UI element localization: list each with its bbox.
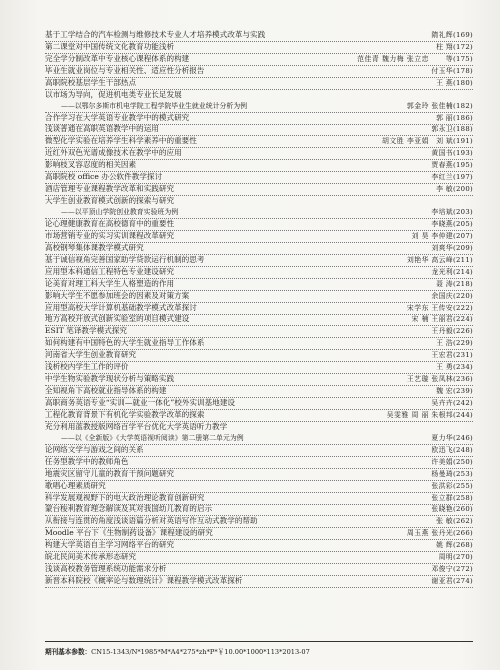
entry-title: 微型化学实验在培养学生科学素养中的重要性 [45,136,197,146]
entry-author-page: 余国庆(220) [431,291,473,300]
toc-entry [45,78,473,90]
entry-title: 新晋本科院校《概率论与数理统计》课程教学模式改革探析 [45,576,243,586]
entry-title: 毕业生就业岗位与专业相关性、适应性分析报告 [45,65,205,75]
entry-title: 浅析校内学生工作的评价 [45,362,129,372]
entry-coauthors: 周玉燕 [406,529,429,538]
entry-title: 酒店管理专业课程教学改革和实践研究 [45,184,175,194]
toc-entry [45,219,473,231]
entry-author-page: 隋礼辉(169) [431,30,473,39]
entry-title: 论美育对理工科大学生人格塑造的作用 [45,278,175,288]
entry-title: 浅谈普通在高职英语教学中的运用 [45,124,159,134]
entry-coauthors: 郭金玲 [406,101,429,110]
entry-coauthors: 范佳青 魏力梅 张立忠 [357,54,429,63]
toc-entry [45,125,473,137]
entry-author-page: 张丹光(266) [431,529,473,538]
entry-coauthors: 宋 楠 [411,315,429,324]
entry-author-page: 刘爽华(209) [431,243,473,252]
entry-author-page: 王传安(222) [431,303,473,312]
entry-title: 合作学习在大学英语专业教学中的模式研究 [45,112,190,122]
entry-title: 应用型本科通信工程特色专业建设研究 [45,266,175,276]
toc-entry [45,576,473,588]
entry-author-page: 张洪彩(255) [431,481,473,490]
entry-author-page: 夏力华(246) [431,433,473,442]
toc-entry [45,148,473,160]
entry-author-page: 张晓艳(260) [431,505,473,514]
entry-title: 基于工学结合的汽车检测与维修技术专业人才培养模式改革与实践 [45,29,266,39]
toc-entry [45,184,473,196]
entry-title: 歌唱心理素质研究 [45,480,106,490]
toc-entry [45,528,473,540]
entry-coauthors: 宋学东 [406,303,429,312]
entry-title: 基于诚信视角完善国家助学贷款运行机制的思考 [45,254,205,264]
entry-coauthors: 刘 昊 [411,231,429,240]
entry-title: 蒙台梭利教育理念解读及其对我国幼儿教育的启示 [45,504,213,514]
toc-entry [45,433,473,445]
entry-title: 地方高校开放式创新实验室的项目模式建设 [45,314,190,324]
toc-entry [45,90,473,101]
entry-author-page: 李培斌(203) [431,208,473,217]
entry-title: 影响枝叉容忍度的相关因素 [45,160,137,170]
entry-title: 第二课堂对中国传统文化教育功能浅析 [45,41,175,51]
entry-coauthors: 吴雯雅 周 丽 [386,410,429,419]
entry-author-page: 张 敏(262) [436,517,473,526]
entry-author-page: 张佳楠(182) [431,101,473,110]
entry-author-page: 柱 翔(172) [436,42,473,51]
entry-author-page: 李 敏(200) [436,185,473,194]
entry-title: 任务型教学中的教师角色 [45,456,129,466]
entry-title: 高校钢琴集体课教学模式研究 [45,242,144,252]
entry-title: ——以平顶山学院创业教育实验班为例 [61,208,179,217]
entry-title: 从衔接与连贯的角度浅谈语篇分析对英语写作互动式教学的帮助 [45,516,258,526]
entry-title: 以市场为导向，促进机电类专业长足发展 [45,89,182,99]
entry-author-page: 魏 宏(239) [436,387,473,396]
entry-title: 完全学分制改革中专业核心课程体系的构建 [45,53,190,63]
toc-entry [45,564,473,576]
entry-title: 影响大学生不愿参加班会的因素及对策方案 [45,290,190,300]
toc-entry [45,279,473,291]
entry-title: 科学发展观视野下的电大政治理论教育创新研究 [45,492,205,502]
entry-title: 如何构建有中国特色的大学生就业指导工作体系 [45,338,205,348]
toc-entry [45,207,473,219]
toc-entry [45,231,473,243]
entry-author-page: 王 勇(234) [436,363,473,372]
entry-title: 大学生创业教育模式创新的探索与研究 [45,196,175,206]
entry-author-page: 欧迅飞(248) [431,445,473,454]
toc-entry [45,386,473,398]
toc-entry [45,101,473,113]
toc-entry [45,362,473,374]
toc-entry [45,30,473,42]
entry-title: 浅谈高校教务管理系统功能需求分析 [45,564,167,574]
entry-author-page: 邓俊宁(272) [431,565,473,574]
toc-entry [45,481,473,493]
toc-entry [45,136,473,148]
entry-title: 充分利用蓝教授版网络百学平台优化大学英语听力教学 [45,421,228,431]
entry-author-page: 龙光利(214) [431,267,473,276]
entry-title: 河南省大学生创业教育研究 [45,350,137,360]
entry-title: 应用型高校大学计算机基础教学模式改革探讨 [45,302,197,312]
entry-coauthors: 刘艳华 [406,255,429,264]
entry-title: 中学生物实验教学现状分析与策略实践 [45,374,175,384]
parameters-value: CN15-1343/N*1985*M*A4*275*zh*P*￥10.00*1000*113*2013-07 [91,648,310,656]
toc-entry [45,410,473,422]
entry-author-page: 刘 斌(191) [436,137,473,146]
entry-author-page: 王 浩(229) [436,339,473,348]
toc-entry [45,398,473,410]
toc-entry [45,422,473,433]
journal-parameters [45,641,473,656]
toc-entry [45,66,473,78]
entry-author-page: 郭永卫(188) [431,125,473,134]
toc-entry [45,540,473,552]
entry-coauthors: 王艺璇 [406,375,429,384]
entry-author-page: 王丽君(224) [431,315,473,324]
entry-title: 皖北民间美术传承形态研究 [45,552,137,562]
toc-entry [45,54,473,66]
parameters-label: 期刊基本参数： [45,648,92,656]
entry-author-page: 聂 涛(218) [436,279,473,288]
table-of-contents [45,30,473,588]
toc-entry [45,243,473,255]
entry-author-page: 高云峰(211) [431,255,473,264]
entry-title: 工程化教育背景下有机化学实验教学改革的探索 [45,409,205,419]
toc-entry [45,160,473,172]
toc-entry [45,469,473,481]
toc-entry [45,291,473,303]
entry-author-page: 李仲建(207) [431,231,473,240]
toc-entry [45,303,473,315]
entry-title: 近红外双色光谱成像技术在教学中的应用 [45,148,182,158]
entry-title: 市场营销专业的实习实训课程改革研究 [45,230,175,240]
entry-author-page: 李晓燕(205) [431,219,473,228]
entry-author-page: 谢亚君(274) [431,577,473,586]
entry-author-page: 郭 丽(186) [436,113,473,122]
entry-author-page: 姚 辉(268) [436,541,473,550]
entry-author-page: 吴卉卉(242) [431,399,473,408]
entry-title: 高职院校 office 办公软件教学探讨 [45,172,163,182]
toc-entry [45,516,473,528]
entry-author-page: 朱根邦(244) [431,410,473,419]
toc-entry [45,350,473,362]
toc-entry [45,267,473,279]
entry-title: ——以《全新版》《大学英语视听阅读》第二册第二单元为例 [61,433,244,442]
entry-title: 高职商务英语专业“实训—就业一体化”校外实训基地建设 [45,398,236,408]
entry-title: 地震灾区留守儿童的教育干预问题研究 [45,468,175,478]
toc-entry [45,552,473,564]
entry-coauthors: 胡文胜 李亚娟 [381,137,429,146]
toc-entry [45,493,473,505]
entry-title: 高职院校基层学生干部热点 [45,77,137,87]
toc-entry [45,505,473,517]
entry-title: 全知视角下高校就业指导体系的构建 [45,386,167,396]
entry-title: 论心理健康教育在高校德育中的重要性 [45,218,175,228]
entry-author-page: 李红兰(197) [431,173,473,182]
entry-title: Moodle 平台下《生物制药设备》课程建设的研究 [45,528,213,538]
toc-entry [45,315,473,327]
entry-title: 论网络文学与游戏之间的关系 [45,444,144,454]
entry-author-page: 黄国书(193) [431,149,473,158]
entry-author-page: 王 燕(180) [436,78,473,87]
entry-author-page: 杨曼琦(253) [431,469,473,478]
toc-entry [45,196,473,207]
toc-entry [45,457,473,469]
entry-author-page: 周明(270) [438,553,473,562]
toc-entry [45,326,473,338]
entry-author-page: 贾春燕(195) [431,161,473,170]
toc-entry [45,113,473,125]
entry-title: 构建大学英语自主学习网络平台的研究 [45,540,175,550]
toc-entry [45,445,473,457]
entry-title: ——以鄂尔多斯市机电学院工程学院毕业生就业统计分析为例 [61,101,248,110]
entry-author-page: 王宏君(231) [431,351,473,360]
entry-title: ESIT 笔译教学模式探究 [45,326,127,336]
toc-entry [45,172,473,184]
toc-entry [45,338,473,350]
entry-author-page: 付玉华(178) [431,66,473,75]
toc-entry [45,255,473,267]
entry-author-page: 王丹毅(226) [431,327,473,336]
toc-entry [45,374,473,386]
entry-author-page: 等(175) [445,54,473,63]
entry-author-page: 张立群(258) [431,493,473,502]
entry-author-page: 许美娟(250) [431,457,473,466]
entry-author-page: 张凤林(236) [431,375,473,384]
toc-entry [45,42,473,54]
